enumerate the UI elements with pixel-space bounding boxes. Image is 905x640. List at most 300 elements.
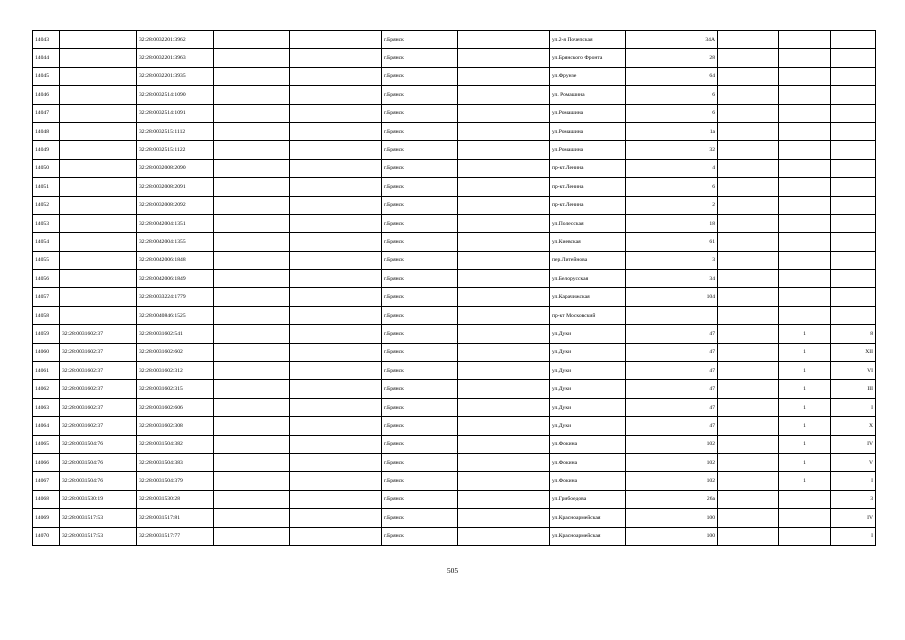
empty-cell (718, 67, 779, 85)
cadastral-number-cell: 32:28:0031602:541 (137, 325, 214, 343)
street-cell: ул.Дуки (550, 398, 626, 416)
floor-cell (779, 141, 831, 159)
floor-cell: 1 (779, 380, 831, 398)
street-cell: ул.Грибоедова (550, 490, 626, 508)
row-number-cell: 14047 (33, 104, 60, 122)
city-cell: г.Брянск (382, 214, 458, 232)
parent-cadastral-cell: 32:28:0031602:37 (60, 343, 137, 361)
empty-cell (290, 490, 382, 508)
table-row (33, 417, 876, 435)
empty-cell (214, 67, 290, 85)
room-cell: IV (831, 435, 876, 453)
street-cell: пр-кт.Ленина (550, 178, 626, 196)
cadastral-number-cell: 32:28:0031517:81 (137, 509, 214, 527)
empty-cell (290, 509, 382, 527)
house-cell: 2 (626, 196, 718, 214)
empty-cell (458, 141, 550, 159)
empty-cell (290, 453, 382, 471)
empty-cell (458, 398, 550, 416)
empty-cell (718, 122, 779, 140)
house-cell: 47 (626, 325, 718, 343)
floor-cell (779, 306, 831, 324)
row-number-cell: 14067 (33, 472, 60, 490)
row-number-cell: 14048 (33, 122, 60, 140)
floor-cell (779, 104, 831, 122)
cadastral-number-cell: 32:28:0032008:2091 (137, 178, 214, 196)
empty-cell (290, 472, 382, 490)
cadastral-number-cell: 32:28:0042004:1351 (137, 214, 214, 232)
floor-cell (779, 527, 831, 545)
cadastral-number-cell: 32:28:0032515:1122 (137, 141, 214, 159)
empty-cell (718, 31, 779, 49)
street-cell: ул.Дуки (550, 362, 626, 380)
empty-cell (718, 380, 779, 398)
cadastral-number-cell: 32:28:0031602:308 (137, 417, 214, 435)
row-number-cell: 14060 (33, 343, 60, 361)
street-cell: ул.2-я Почепская (550, 31, 626, 49)
floor-cell (779, 233, 831, 251)
row-number-cell: 14061 (33, 362, 60, 380)
room-cell (831, 306, 876, 324)
room-cell (831, 31, 876, 49)
street-cell: пр-кт.Ленина (550, 159, 626, 177)
table-row (33, 509, 876, 527)
room-cell: 8 (831, 325, 876, 343)
empty-cell (718, 214, 779, 232)
city-cell: г.Брянск (382, 490, 458, 508)
street-cell: ул.Брянского Фронта (550, 49, 626, 67)
empty-cell (718, 343, 779, 361)
empty-cell (458, 325, 550, 343)
empty-cell (458, 343, 550, 361)
cadastral-number-cell: 32:28:0032008:2092 (137, 196, 214, 214)
room-cell (831, 251, 876, 269)
room-cell (831, 86, 876, 104)
empty-cell (214, 343, 290, 361)
floor-cell (779, 178, 831, 196)
city-cell: г.Брянск (382, 417, 458, 435)
city-cell: г.Брянск (382, 325, 458, 343)
house-cell: 34А (626, 31, 718, 49)
empty-cell (214, 306, 290, 324)
empty-cell (458, 67, 550, 85)
empty-cell (458, 122, 550, 140)
parent-cadastral-cell (60, 288, 137, 306)
city-cell: г.Брянск (382, 380, 458, 398)
empty-cell (290, 31, 382, 49)
empty-cell (290, 362, 382, 380)
cadastral-number-cell: 32:28:0032201:3962 (137, 31, 214, 49)
floor-cell (779, 214, 831, 232)
street-cell: ул.Красноармейская (550, 527, 626, 545)
empty-cell (458, 159, 550, 177)
floor-cell: 1 (779, 472, 831, 490)
empty-cell (214, 398, 290, 416)
table-row (33, 196, 876, 214)
house-cell: 6 (626, 86, 718, 104)
street-cell: ул.Дуки (550, 343, 626, 361)
street-cell: ул.Дуки (550, 325, 626, 343)
room-cell (831, 122, 876, 140)
house-cell: 1а (626, 122, 718, 140)
empty-cell (458, 86, 550, 104)
row-number-cell: 14066 (33, 453, 60, 471)
parent-cadastral-cell (60, 67, 137, 85)
house-cell: 32 (626, 141, 718, 159)
floor-cell (779, 509, 831, 527)
table-row (33, 398, 876, 416)
street-cell: ул.Полесская (550, 214, 626, 232)
empty-cell (458, 527, 550, 545)
parent-cadastral-cell (60, 196, 137, 214)
parent-cadastral-cell: 32:28:0031602:37 (60, 417, 137, 435)
table-row (33, 362, 876, 380)
empty-cell (458, 233, 550, 251)
cadastral-number-cell: 32:28:0033224:1779 (137, 288, 214, 306)
cadastral-number-cell: 32:28:0031602:315 (137, 380, 214, 398)
empty-cell (290, 104, 382, 122)
parent-cadastral-cell (60, 270, 137, 288)
floor-cell: 1 (779, 398, 831, 416)
empty-cell (458, 270, 550, 288)
house-cell: 6 (626, 178, 718, 196)
empty-cell (458, 31, 550, 49)
row-number-cell: 14055 (33, 251, 60, 269)
room-cell (831, 288, 876, 306)
room-cell (831, 178, 876, 196)
city-cell: г.Брянск (382, 104, 458, 122)
empty-cell (214, 417, 290, 435)
house-cell: 6 (626, 104, 718, 122)
street-cell: ул.Фрунзе (550, 67, 626, 85)
empty-cell (458, 178, 550, 196)
empty-cell (458, 196, 550, 214)
empty-cell (214, 214, 290, 232)
house-cell: 18 (626, 214, 718, 232)
empty-cell (214, 122, 290, 140)
row-number-cell: 14050 (33, 159, 60, 177)
house-cell: 4 (626, 159, 718, 177)
cadastral-number-cell: 32:28:0042006:1848 (137, 251, 214, 269)
empty-cell (214, 527, 290, 545)
floor-cell (779, 288, 831, 306)
table-row (33, 86, 876, 104)
empty-cell (290, 159, 382, 177)
row-number-cell: 14070 (33, 527, 60, 545)
empty-cell (214, 435, 290, 453)
empty-cell (290, 435, 382, 453)
cadastral-number-cell: 32:28:0031602:606 (137, 398, 214, 416)
empty-cell (290, 233, 382, 251)
row-number-cell: 14049 (33, 141, 60, 159)
row-number-cell: 14045 (33, 67, 60, 85)
room-cell: VI (831, 362, 876, 380)
room-cell: 3 (831, 490, 876, 508)
house-cell: 28 (626, 49, 718, 67)
room-cell (831, 67, 876, 85)
table-row (33, 159, 876, 177)
house-cell: 64 (626, 67, 718, 85)
empty-cell (458, 362, 550, 380)
row-number-cell: 14053 (33, 214, 60, 232)
table-row (33, 67, 876, 85)
parent-cadastral-cell: 32:28:0031517:53 (60, 509, 137, 527)
parent-cadastral-cell (60, 214, 137, 232)
empty-cell (290, 288, 382, 306)
parent-cadastral-cell: 32:28:0031602:37 (60, 362, 137, 380)
empty-cell (718, 104, 779, 122)
cadastral-number-cell: 32:28:0032008:2090 (137, 159, 214, 177)
city-cell: г.Брянск (382, 49, 458, 67)
cadastral-number-cell: 32:28:0032201:3935 (137, 67, 214, 85)
room-cell: III (831, 380, 876, 398)
floor-cell: 1 (779, 417, 831, 435)
row-number-cell: 14043 (33, 31, 60, 49)
empty-cell (290, 122, 382, 140)
empty-cell (214, 325, 290, 343)
house-cell: 47 (626, 343, 718, 361)
empty-cell (290, 178, 382, 196)
empty-cell (718, 362, 779, 380)
empty-cell (718, 49, 779, 67)
empty-cell (718, 527, 779, 545)
house-cell: 102 (626, 435, 718, 453)
empty-cell (718, 490, 779, 508)
street-cell: ул.Белорусская (550, 270, 626, 288)
empty-cell (290, 325, 382, 343)
row-number-cell: 14065 (33, 435, 60, 453)
cadastral-number-cell: 32:28:0031602:312 (137, 362, 214, 380)
empty-cell (290, 380, 382, 398)
empty-cell (458, 490, 550, 508)
city-cell: г.Брянск (382, 251, 458, 269)
row-number-cell: 14062 (33, 380, 60, 398)
empty-cell (458, 49, 550, 67)
city-cell: г.Брянск (382, 435, 458, 453)
street-cell: ул.Фокина (550, 435, 626, 453)
empty-cell (458, 380, 550, 398)
empty-cell (290, 306, 382, 324)
house-cell: 61 (626, 233, 718, 251)
empty-cell (290, 270, 382, 288)
table-row (33, 270, 876, 288)
floor-cell: 1 (779, 362, 831, 380)
empty-cell (718, 159, 779, 177)
cadastral-number-cell: 32:28:0031517:77 (137, 527, 214, 545)
table-row (33, 527, 876, 545)
street-cell: пр-кт.Ленина (550, 196, 626, 214)
parent-cadastral-cell: 32:28:0031504:76 (60, 435, 137, 453)
room-cell: I (831, 472, 876, 490)
registry-table (32, 30, 876, 546)
city-cell: г.Брянск (382, 67, 458, 85)
empty-cell (718, 288, 779, 306)
table-row (33, 122, 876, 140)
empty-cell (718, 453, 779, 471)
empty-cell (718, 435, 779, 453)
room-cell: XII (831, 343, 876, 361)
empty-cell (718, 306, 779, 324)
parent-cadastral-cell (60, 159, 137, 177)
cadastral-number-cell: 32:28:0032514:1091 (137, 104, 214, 122)
room-cell (831, 141, 876, 159)
empty-cell (214, 509, 290, 527)
parent-cadastral-cell (60, 104, 137, 122)
house-cell: 100 (626, 509, 718, 527)
empty-cell (718, 141, 779, 159)
table-row (33, 49, 876, 67)
table-row (33, 141, 876, 159)
parent-cadastral-cell: 32:28:0031504:76 (60, 472, 137, 490)
row-number-cell: 14046 (33, 86, 60, 104)
row-number-cell: 14068 (33, 490, 60, 508)
street-cell: ул.Красноармейская (550, 509, 626, 527)
empty-cell (718, 325, 779, 343)
floor-cell: 1 (779, 453, 831, 471)
floor-cell (779, 490, 831, 508)
house-cell: 47 (626, 417, 718, 435)
table-row (33, 31, 876, 49)
empty-cell (458, 288, 550, 306)
empty-cell (290, 196, 382, 214)
city-cell: г.Брянск (382, 86, 458, 104)
parent-cadastral-cell (60, 49, 137, 67)
parent-cadastral-cell (60, 141, 137, 159)
city-cell: г.Брянск (382, 306, 458, 324)
parent-cadastral-cell: 32:28:0031602:37 (60, 380, 137, 398)
empty-cell (290, 214, 382, 232)
house-cell: 26а (626, 490, 718, 508)
empty-cell (718, 509, 779, 527)
table-row (33, 453, 876, 471)
parent-cadastral-cell: 32:28:0031602:37 (60, 325, 137, 343)
street-cell: пр-кт Московский (550, 306, 626, 324)
cadastral-number-cell: 32:28:0031504:383 (137, 453, 214, 471)
cadastral-number-cell: 32:28:0031602:602 (137, 343, 214, 361)
table-row (33, 325, 876, 343)
row-number-cell: 14059 (33, 325, 60, 343)
floor-cell (779, 86, 831, 104)
cadastral-number-cell: 32:28:0031504:382 (137, 435, 214, 453)
street-cell: ул.Киевская (550, 233, 626, 251)
room-cell (831, 270, 876, 288)
city-cell: г.Брянск (382, 398, 458, 416)
empty-cell (718, 270, 779, 288)
street-cell: ул. Ромашина (550, 86, 626, 104)
empty-cell (458, 453, 550, 471)
table-row (33, 214, 876, 232)
city-cell: г.Брянск (382, 362, 458, 380)
empty-cell (458, 214, 550, 232)
house-cell: 102 (626, 472, 718, 490)
table-body (33, 31, 876, 546)
parent-cadastral-cell (60, 251, 137, 269)
city-cell: г.Брянск (382, 343, 458, 361)
page-number: 505 (446, 566, 459, 575)
room-cell: IV (831, 509, 876, 527)
city-cell: г.Брянск (382, 141, 458, 159)
room-cell: I (831, 398, 876, 416)
empty-cell (290, 86, 382, 104)
empty-cell (290, 343, 382, 361)
floor-cell (779, 251, 831, 269)
empty-cell (290, 141, 382, 159)
table-row (33, 490, 876, 508)
table-row (33, 288, 876, 306)
empty-cell (458, 435, 550, 453)
parent-cadastral-cell: 32:28:0031602:37 (60, 398, 137, 416)
empty-cell (458, 472, 550, 490)
empty-cell (290, 417, 382, 435)
empty-cell (214, 453, 290, 471)
parent-cadastral-cell: 32:28:0031530:19 (60, 490, 137, 508)
empty-cell (458, 104, 550, 122)
street-cell: ул.Дуки (550, 417, 626, 435)
table-row (33, 435, 876, 453)
city-cell: г.Брянск (382, 233, 458, 251)
room-cell (831, 159, 876, 177)
street-cell: ул.Дуки (550, 380, 626, 398)
cadastral-number-cell: 32:28:0031504:379 (137, 472, 214, 490)
parent-cadastral-cell (60, 31, 137, 49)
floor-cell (779, 122, 831, 140)
city-cell: г.Брянск (382, 472, 458, 490)
floor-cell: 1 (779, 435, 831, 453)
table-row (33, 104, 876, 122)
parent-cadastral-cell (60, 122, 137, 140)
parent-cadastral-cell (60, 306, 137, 324)
street-cell: ул.Карачижская (550, 288, 626, 306)
empty-cell (214, 380, 290, 398)
house-cell: 34 (626, 270, 718, 288)
room-cell (831, 49, 876, 67)
floor-cell (779, 159, 831, 177)
cadastral-number-cell: 32:28:0031530:28 (137, 490, 214, 508)
parent-cadastral-cell (60, 86, 137, 104)
cadastral-number-cell: 32:28:0032514:1090 (137, 86, 214, 104)
room-cell: I (831, 527, 876, 545)
row-number-cell: 14052 (33, 196, 60, 214)
empty-cell (718, 417, 779, 435)
cadastral-number-cell: 32:28:0042004:1355 (137, 233, 214, 251)
parent-cadastral-cell (60, 233, 137, 251)
floor-cell (779, 67, 831, 85)
row-number-cell: 14044 (33, 49, 60, 67)
floor-cell (779, 196, 831, 214)
house-cell: 47 (626, 398, 718, 416)
table-row (33, 251, 876, 269)
street-cell: ул.Ромашина (550, 104, 626, 122)
row-number-cell: 14054 (33, 233, 60, 251)
room-cell (831, 196, 876, 214)
row-number-cell: 14057 (33, 288, 60, 306)
street-cell: пер.Литейнова (550, 251, 626, 269)
cadastral-number-cell: 32:28:0040846:1525 (137, 306, 214, 324)
table-row (33, 306, 876, 324)
empty-cell (718, 196, 779, 214)
empty-cell (214, 362, 290, 380)
empty-cell (214, 159, 290, 177)
house-cell: 102 (626, 453, 718, 471)
house-cell: 3 (626, 251, 718, 269)
empty-cell (214, 141, 290, 159)
empty-cell (214, 490, 290, 508)
cadastral-number-cell: 32:28:0032515:1112 (137, 122, 214, 140)
city-cell: г.Брянск (382, 196, 458, 214)
empty-cell (214, 270, 290, 288)
row-number-cell: 14056 (33, 270, 60, 288)
city-cell: г.Брянск (382, 453, 458, 471)
